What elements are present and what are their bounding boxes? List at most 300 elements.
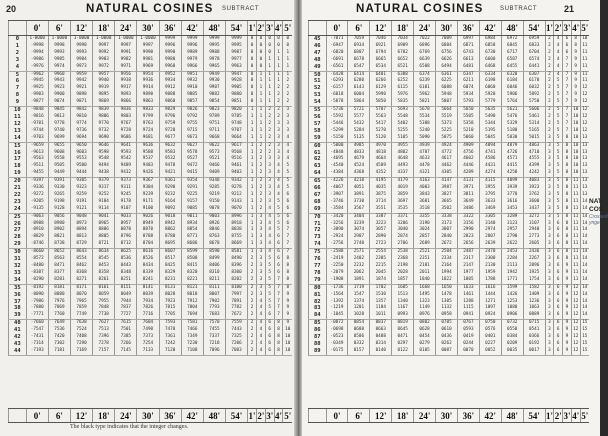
difference-value: 14 [580, 213, 589, 220]
cosine-value: 6184 [501, 78, 523, 85]
cosine-value: 7716 [137, 312, 159, 319]
cosine-value: 1011 [370, 312, 392, 319]
difference-value: 1 [248, 213, 257, 220]
cosine-value: 9785 [225, 114, 247, 121]
degree-label: 9 [9, 99, 27, 106]
degree-label: 29 [9, 241, 27, 248]
corner-cell [9, 409, 27, 423]
cosine-value: 3633 [479, 199, 501, 206]
cosine-value: 9949 [203, 71, 225, 78]
cosine-value: 9732 [93, 128, 115, 135]
cosine-value: 8028 [159, 292, 181, 299]
cosine-value: 3007 [436, 227, 458, 234]
cosine-value: 7490 [137, 327, 159, 334]
difference-value: 8 [563, 192, 572, 199]
cosine-value: 9968 [159, 64, 181, 71]
cosine-value: 7501 [115, 327, 137, 334]
cosine-value: 3616 [501, 199, 523, 206]
cosine-value: 3453 [501, 206, 523, 213]
cosine-value: 9478 [159, 163, 181, 170]
cosine-value: 9993 [70, 50, 92, 57]
cosine-value: 8599 [181, 249, 203, 256]
difference-value: 9 [283, 299, 292, 306]
difference-value: 6 [554, 256, 563, 263]
cosine-value: 8181 [48, 284, 70, 291]
cosine-table-left [8, 20, 292, 356]
difference-value: 12 [571, 348, 580, 355]
difference-value: 2 [248, 334, 257, 341]
difference-value: 2 [283, 78, 292, 85]
table-row [309, 241, 590, 248]
cosine-value: 9984 [70, 57, 92, 64]
cosine-value: 0924 [479, 312, 501, 319]
cosine-value: 1805 [457, 277, 479, 284]
difference-value: 1 [256, 107, 265, 114]
difference-value: 3 [545, 170, 554, 177]
table-row [9, 277, 293, 284]
difference-value: 0 [256, 43, 265, 50]
difference-value: 13 [580, 163, 589, 170]
cosine-value: 9100 [137, 206, 159, 213]
difference-value: 3 [545, 256, 554, 263]
degree-label: 11 [9, 114, 27, 121]
difference-value: 3 [545, 142, 554, 149]
column-header: 0' [326, 409, 348, 423]
cosine-value: 9813 [48, 114, 70, 121]
cosine-value: ·9455 [26, 170, 48, 177]
difference-value: 1 [248, 114, 257, 121]
difference-value: 4 [274, 170, 283, 177]
cosine-value: 9943 [48, 78, 70, 85]
difference-value: 2 [274, 85, 283, 92]
difference-value: 1 [248, 107, 257, 114]
cosine-value: 9965 [203, 64, 225, 71]
difference-value: 2 [265, 135, 274, 142]
cosine-value: ·9744 [26, 128, 48, 135]
cosine-value: 0802 [414, 320, 436, 327]
difference-value: 8 [563, 234, 572, 241]
cosine-value: 9996 [181, 43, 203, 50]
cosine-value: 1063 [523, 305, 545, 312]
difference-value: 7 [563, 114, 572, 121]
cosine-value: 8049 [115, 292, 137, 299]
cosine-value: 9018 [159, 213, 181, 220]
cosine-value: 9048 [70, 213, 92, 220]
cosine-value: 5165 [523, 128, 545, 135]
cosine-value: 5606 [523, 107, 545, 114]
difference-value: 1 [248, 241, 257, 248]
cosine-value: 8788 [137, 234, 159, 241]
cosine-value: 2284 [501, 256, 523, 263]
difference-value: 12 [580, 99, 589, 106]
cosine-value: 9823 [203, 107, 225, 114]
cosine-value: 8686 [181, 241, 203, 248]
cosine-value: 7420 [48, 334, 70, 341]
cosine-value: 6534 [370, 64, 392, 71]
cosine-value: 8965 [93, 221, 115, 228]
cosine-value: 7325 [225, 334, 247, 341]
difference-value: 6 [283, 213, 292, 220]
cosine-value: 0541 [523, 327, 545, 334]
cosine-value: 0732 [501, 320, 523, 327]
cosine-value: 4602 [457, 156, 479, 163]
cosine-value: 9677 [159, 135, 181, 142]
cosine-value: 5373 [436, 121, 458, 128]
cosine-value: 7760 [48, 312, 70, 319]
column-header: 4' [572, 410, 580, 421]
table-row [9, 241, 293, 248]
difference-value: 3 [545, 299, 554, 306]
cosine-value: 2436 [523, 249, 545, 256]
cosine-value: 2028 [392, 270, 414, 277]
table-row [309, 249, 590, 256]
difference-value: 7 [283, 241, 292, 248]
page-subtitle: SUBTRACT [222, 6, 260, 12]
cosine-value: 4289 [457, 170, 479, 177]
cosine-value: 5821 [414, 99, 436, 106]
cosine-value: 3714 [370, 199, 392, 206]
cosine-value: 4446 [457, 163, 479, 170]
corner-cell [9, 21, 27, 36]
cosine-value: 8607 [159, 249, 181, 256]
cosine-value: 2267 [523, 256, 545, 263]
cosine-value: 5180 [501, 128, 523, 135]
cosine-value: 5210 [457, 128, 479, 135]
cosine-value: 6074 [457, 85, 479, 92]
cosine-value: 6347 [457, 71, 479, 78]
cosine-value: 7997 [225, 292, 247, 299]
cosine-value: 8554 [70, 256, 92, 263]
degree-label: 59 [309, 135, 327, 142]
cosine-value: 6032 [523, 85, 545, 92]
cosine-value: 9992 [93, 50, 115, 57]
difference-value: 1 [283, 71, 292, 78]
degree-label: 36 [9, 292, 27, 299]
difference-value: 5 [274, 213, 283, 220]
table-row [309, 64, 590, 71]
difference-value: 6 [283, 206, 292, 213]
column-header: 5' [581, 410, 589, 421]
cosine-value: 9885 [181, 92, 203, 99]
cosine-value: 6909 [392, 43, 414, 50]
cosine-value: 8059 [93, 292, 115, 299]
cosine-value: 9219 [203, 192, 225, 199]
difference-value: 9 [283, 312, 292, 319]
cosine-value: 8771 [181, 234, 203, 241]
difference-value: 1 [248, 221, 257, 228]
cosine-value: 5329 [501, 121, 523, 128]
cosine-value: 2639 [479, 241, 501, 248]
page-title: NATURAL COSINES [86, 3, 214, 15]
difference-value: 4 [256, 348, 265, 355]
cosine-value: 7902 [203, 299, 225, 306]
cosine-value: 4571 [501, 156, 523, 163]
difference-value: 5 [554, 114, 563, 121]
difference-value: 6 [554, 341, 563, 348]
cosine-value: 6101 [414, 85, 436, 92]
difference-value: 10 [573, 107, 579, 113]
cosine-value: 1685 [392, 284, 414, 291]
difference-value: 8 [563, 199, 572, 206]
table-row [9, 121, 293, 128]
difference-value: 14 [580, 227, 589, 234]
column-header: 4' [275, 410, 283, 421]
cosine-value: 6934 [348, 43, 370, 50]
difference-value: 6 [265, 312, 274, 319]
cosine-value: 6307 [523, 71, 545, 78]
cosine-value: 5934 [457, 92, 479, 99]
column-header: 36' [457, 21, 479, 36]
cosine-value: ·1736 [326, 284, 348, 291]
cosine-value: 6198 [479, 78, 501, 85]
cosine-value: 3223 [370, 221, 392, 228]
cosine-value: 7181 [48, 348, 70, 355]
cosine-value: 5948 [436, 92, 458, 99]
difference-value: 1 [265, 99, 274, 106]
difference-value: 5 [265, 263, 274, 270]
difference-value: 13 [580, 150, 589, 157]
cosine-value: 8563 [48, 256, 70, 263]
difference-value: 5 [554, 128, 563, 135]
difference-value: 3 [545, 292, 554, 299]
difference-value: 3 [256, 227, 265, 234]
cosine-value: 3600 [523, 199, 545, 206]
cosine-value: 0645 [392, 327, 414, 334]
difference-value: 14 [580, 234, 589, 241]
cosine-value: ·9781 [26, 121, 48, 128]
cosine-value: 2521 [414, 249, 436, 256]
cosine-value: 1530 [370, 292, 392, 299]
cosine-value: 4863 [523, 142, 545, 149]
difference-value: 3 [545, 277, 554, 284]
difference-value: 4 [283, 150, 292, 157]
cosine-value: 9373 [115, 178, 137, 185]
cosine-value: 5563 [370, 114, 392, 121]
difference-value: 10 [573, 113, 579, 119]
cosine-value: 1719 [348, 284, 370, 291]
difference-value: 1 [265, 78, 274, 85]
cosine-value: 8310 [203, 270, 225, 277]
cosine-value: ·5446 [326, 121, 348, 128]
column-header: 0' [26, 21, 48, 36]
cosine-value: ·8910 [26, 227, 48, 234]
cosine-value: 6455 [501, 64, 523, 71]
difference-value: 8 [274, 348, 283, 355]
difference-value: 3 [545, 284, 554, 291]
cosine-value: 4633 [414, 156, 436, 163]
cosine-value: 7923 [159, 299, 181, 306]
cosine-value: 4431 [479, 163, 501, 170]
cosine-value: 4772 [436, 150, 458, 157]
degree-label: 74 [309, 241, 327, 248]
cosine-value: 9923 [48, 85, 70, 92]
cosine-value: 8926 [203, 221, 225, 228]
column-header: 48' [501, 21, 523, 36]
cosine-value: 7738 [93, 312, 115, 319]
cosine-value: 2385 [370, 256, 392, 263]
column-header: 3' [265, 21, 274, 36]
cosine-value: 9895 [93, 92, 115, 99]
difference-value: 3 [256, 241, 265, 248]
table-row [309, 206, 590, 213]
difference-value: 5 [283, 178, 292, 185]
table-row [9, 36, 293, 43]
cosine-value: ·1392 [326, 299, 348, 306]
difference-value: 5 [265, 305, 274, 312]
difference-value: 0 [265, 50, 274, 57]
cosine-value: 9890 [137, 92, 159, 99]
footer-header-left [8, 408, 292, 423]
difference-value: 8 [283, 256, 292, 263]
degree-label: 50 [309, 71, 327, 78]
cosine-value: 4415 [501, 163, 523, 170]
difference-value: 3 [545, 178, 554, 185]
table-row [309, 128, 590, 135]
cosine-value: 7466 [181, 327, 203, 334]
cosine-value: 9910 [181, 85, 203, 92]
degree-label: 67 [309, 192, 327, 199]
cosine-value: 1·0000 [115, 36, 137, 43]
column-header: 2' [554, 410, 562, 421]
cosine-value: 4003 [414, 185, 436, 192]
cosine-value: 4756 [457, 150, 479, 157]
cosine-value: 0052 [479, 348, 501, 355]
table-row [309, 213, 590, 220]
cosine-value: 6414 [348, 71, 370, 78]
difference-value: 2 [545, 121, 554, 128]
cosine-value: 6896 [414, 43, 436, 50]
cosine-value: 4648 [392, 156, 414, 163]
cosine-value: 8616 [137, 249, 159, 256]
difference-value: 5 [265, 270, 274, 277]
difference-value: 11 [573, 227, 579, 233]
cosine-value: 1·0000 [48, 36, 70, 43]
cosine-value: 2368 [392, 256, 414, 263]
cosine-value: 9298 [159, 185, 181, 192]
cosine-value: ·0523 [326, 334, 348, 341]
cosine-value: 8763 [203, 234, 225, 241]
difference-value: 4 [265, 213, 274, 220]
difference-value: 7 [563, 92, 572, 99]
cosine-value: 3987 [436, 185, 458, 192]
cosine-value: 9252 [93, 192, 115, 199]
difference-value: 12 [580, 128, 589, 135]
table-row [9, 292, 293, 299]
difference-value: 1 [274, 71, 283, 78]
cosine-value: 1994 [436, 270, 458, 277]
difference-value: 7 [563, 128, 572, 135]
cosine-value: 8320 [181, 270, 203, 277]
cosine-value: 9265 [48, 192, 70, 199]
cosine-value: 9755 [181, 121, 203, 128]
cosine-value: 9845 [48, 107, 70, 114]
cosine-value: 7705 [159, 312, 181, 319]
column-header: 48' [501, 409, 523, 423]
cosine-value: 8854 [181, 227, 203, 234]
cosine-value: 9449 [48, 170, 70, 177]
cosine-value: 5135 [348, 135, 370, 142]
cosine-value: 3502 [436, 206, 458, 213]
cosine-value: 9938 [115, 78, 137, 85]
cosine-value: 9981 [137, 57, 159, 64]
table-row [309, 135, 590, 142]
difference-value: 9 [563, 263, 572, 270]
difference-value: 0 [256, 50, 265, 57]
cosine-value: 9740 [48, 128, 70, 135]
difference-value: 0 [248, 71, 257, 78]
difference-value: 3 [545, 192, 554, 199]
cosine-value: 9898 [70, 92, 92, 99]
difference-value: 8 [563, 178, 572, 185]
cosine-value: 4894 [479, 142, 501, 149]
cosine-value: 9361 [159, 178, 181, 185]
difference-value: 6 [265, 348, 274, 355]
cosine-value: 0366 [523, 334, 545, 341]
cosine-value: 9989 [181, 50, 203, 57]
cosine-value: 9285 [203, 185, 225, 192]
difference-value: 6 [554, 263, 563, 270]
difference-value: 1 [274, 57, 283, 64]
cosine-value: 9767 [115, 121, 137, 128]
degree-label: 71 [309, 221, 327, 228]
difference-value: 0 [283, 36, 292, 43]
cosine-value: 9763 [137, 121, 159, 128]
degree-label: 21 [9, 185, 27, 192]
cosine-value: 8396 [225, 263, 247, 270]
cosine-value: 4985 [348, 142, 370, 149]
cosine-value: 7837 [115, 305, 137, 312]
difference-value: 3 [545, 312, 554, 319]
cosine-value: 3551 [370, 206, 392, 213]
cosine-value: 6046 [501, 85, 523, 92]
difference-value: 6 [563, 43, 572, 50]
cosine-value: 5850 [370, 99, 392, 106]
degree-label: 1 [9, 43, 27, 50]
cosine-value: 1115 [457, 305, 479, 312]
cosine-value: 9636 [137, 142, 159, 149]
degree-label: 22 [9, 192, 27, 199]
cosine-value: 8111 [203, 284, 225, 291]
cosine-value: 9829 [159, 107, 181, 114]
cosine-value: 1977 [457, 270, 479, 277]
cosine-value: 9866 [115, 99, 137, 106]
cosine-value: 6782 [392, 50, 414, 57]
cosine-value: 5721 [348, 107, 370, 114]
cosine-value: 8780 [159, 234, 181, 241]
difference-value: 6 [265, 334, 274, 341]
difference-value: 10 [573, 163, 579, 169]
cosine-value: 2723 [370, 241, 392, 248]
cosine-value: 2840 [436, 234, 458, 241]
cosine-value: 4879 [501, 142, 523, 149]
cosine-value: 2807 [479, 234, 501, 241]
difference-value: 4 [265, 206, 274, 213]
cosine-value: 0279 [414, 341, 436, 348]
cosine-value: 9483 [137, 163, 159, 170]
difference-value: 7 [563, 107, 572, 114]
cosine-value: 0906 [501, 312, 523, 319]
cosine-value: 2164 [436, 263, 458, 270]
cosine-value: 4179 [392, 178, 414, 185]
table-row [9, 178, 293, 185]
difference-value: 4 [283, 156, 292, 163]
cosine-value: 9603 [70, 150, 92, 157]
table-row [309, 192, 590, 199]
cosine-value: 4555 [523, 156, 545, 163]
cosine-value: 9056 [48, 213, 70, 220]
cosine-value: ·3420 [326, 213, 348, 220]
cosine-value: 7361 [159, 334, 181, 341]
